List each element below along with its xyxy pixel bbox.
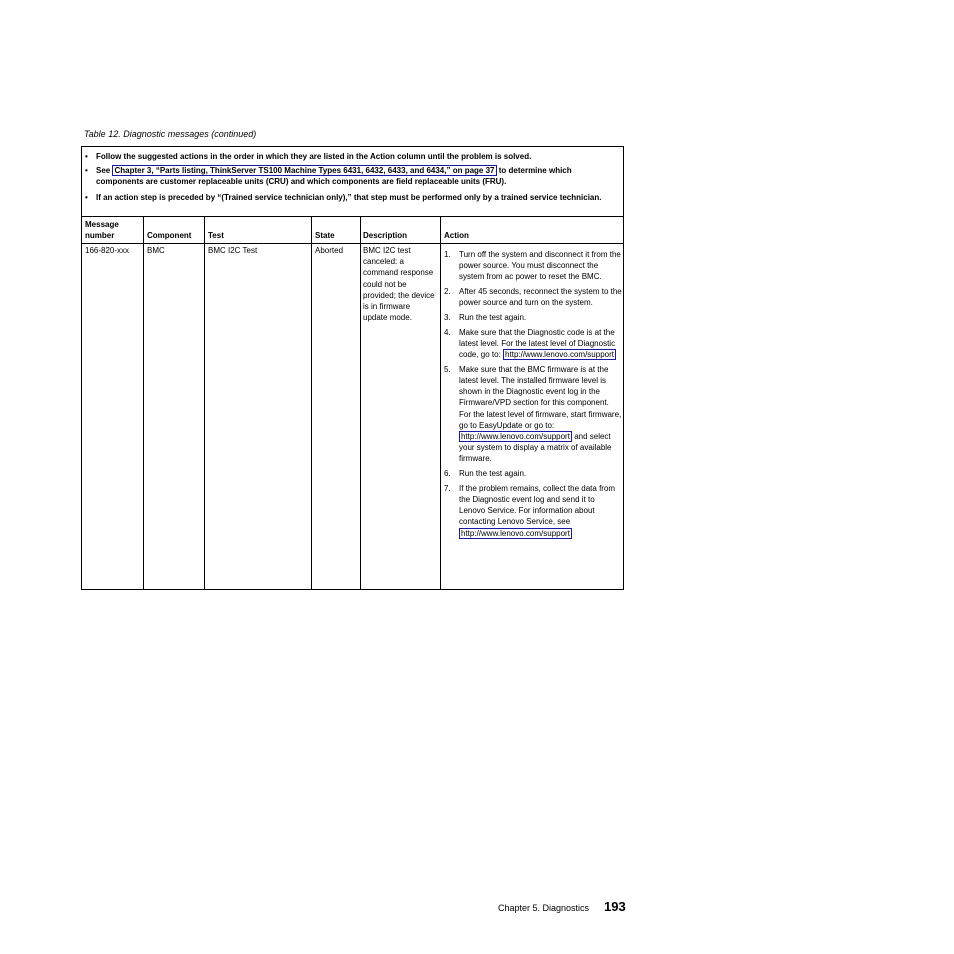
table-caption: Table 12. Diagnostic messages (continued) xyxy=(84,129,257,139)
header-message-line1: Message xyxy=(85,220,119,229)
action-step xyxy=(444,468,622,479)
step-text: Turn off the system and disconnect it from the power source. You must disconnect the system from ac power to reset the BMC. xyxy=(459,250,621,282)
step-text: Run the test again. xyxy=(459,469,527,479)
header-action: Action xyxy=(444,231,469,240)
action-step xyxy=(444,327,622,361)
column-divider xyxy=(440,216,441,589)
chapter-3-link[interactable]: Chapter 3, “Parts listing, ThinkServer TS100 Machine Types 6431, 6432, 6433, and 6434,” on page 37 xyxy=(114,166,495,175)
step-number: 5. xyxy=(444,364,451,374)
action-step xyxy=(444,364,622,465)
header-description: Description xyxy=(363,231,408,240)
cell-test: BMC I2C Test xyxy=(208,246,258,255)
diagnostic-messages-table xyxy=(81,146,624,590)
support-link[interactable]: http://www.lenovo.com/support xyxy=(461,528,570,538)
note-text: If an action step is preceded by “(Trained service technician only),” that step must be performed only by a trained service technician. xyxy=(96,193,602,202)
header-divider xyxy=(82,243,623,244)
table-notes xyxy=(82,147,623,217)
step-text: Run the test again. xyxy=(459,313,527,323)
cell-message-number: 166-820-xxx xyxy=(85,246,130,255)
note-item xyxy=(85,165,615,187)
note-see: See xyxy=(96,166,111,175)
bullet-icon: • xyxy=(85,193,88,202)
action-step xyxy=(444,249,622,283)
step-text: Make sure that the BMC firmware is at the latest level. The installed firmware level is shown in the Diagnostic event log in the Firmware/VPD section for this component. For the latest level of firmware, start firmware, go to EasyUpdate or go to: xyxy=(459,364,622,430)
header-state: State xyxy=(315,231,335,240)
column-divider xyxy=(311,216,312,589)
header-message-number xyxy=(85,219,119,241)
note-see-rest: to determine which components are customer replaceable units (CRU) and which components are field replaceable units (FRU). xyxy=(96,166,572,187)
header-test: Test xyxy=(208,231,224,240)
support-link[interactable]: http://www.lenovo.com/support xyxy=(505,350,614,360)
header-component: Component xyxy=(147,231,192,240)
bullet-icon: • xyxy=(85,152,88,161)
step-number: 4. xyxy=(444,327,451,337)
note-text xyxy=(85,165,615,187)
bullet-icon: • xyxy=(85,166,88,175)
cell-description: BMC I2C test canceled: a command response could not be provided; the device is in firmware update mode. xyxy=(363,246,435,323)
header-message-line2: number xyxy=(85,231,115,241)
column-divider xyxy=(204,216,205,589)
step-text: If the problem remains, collect the data from the Diagnostic event log and send it to Lenovo Service. For information about contacting Lenovo Service, see xyxy=(459,483,616,527)
page-number: 193 xyxy=(604,899,626,914)
step-number: 3. xyxy=(444,313,451,323)
step-number: 7. xyxy=(444,483,451,493)
column-divider xyxy=(143,216,144,589)
column-divider xyxy=(360,216,361,589)
footer-chapter: Chapter 5. Diagnostics xyxy=(498,903,590,913)
cell-component: BMC xyxy=(147,246,165,255)
support-link[interactable]: http://www.lenovo.com/support xyxy=(461,432,570,442)
action-step xyxy=(444,312,622,323)
action-step xyxy=(444,483,622,539)
action-list xyxy=(444,249,622,542)
cell-state: Aborted xyxy=(315,246,344,255)
step-number: 6. xyxy=(444,469,451,479)
step-text-continued: and select your system to display a matrix of available firmware. xyxy=(459,432,612,464)
step-text: After 45 seconds, reconnect the system to the power source and turn on the system. xyxy=(459,287,622,308)
action-step xyxy=(444,286,622,308)
note-item xyxy=(85,192,615,203)
note-text: Follow the suggested actions in the order in which they are listed in the Action column until the problem is solved. xyxy=(96,152,532,161)
note-item xyxy=(85,151,615,162)
step-text: Make sure that the Diagnostic code is at the latest level. For the latest level of Diagnostic code, go to: xyxy=(459,327,616,360)
step-number: 2. xyxy=(444,287,451,297)
step-number: 1. xyxy=(444,250,451,259)
